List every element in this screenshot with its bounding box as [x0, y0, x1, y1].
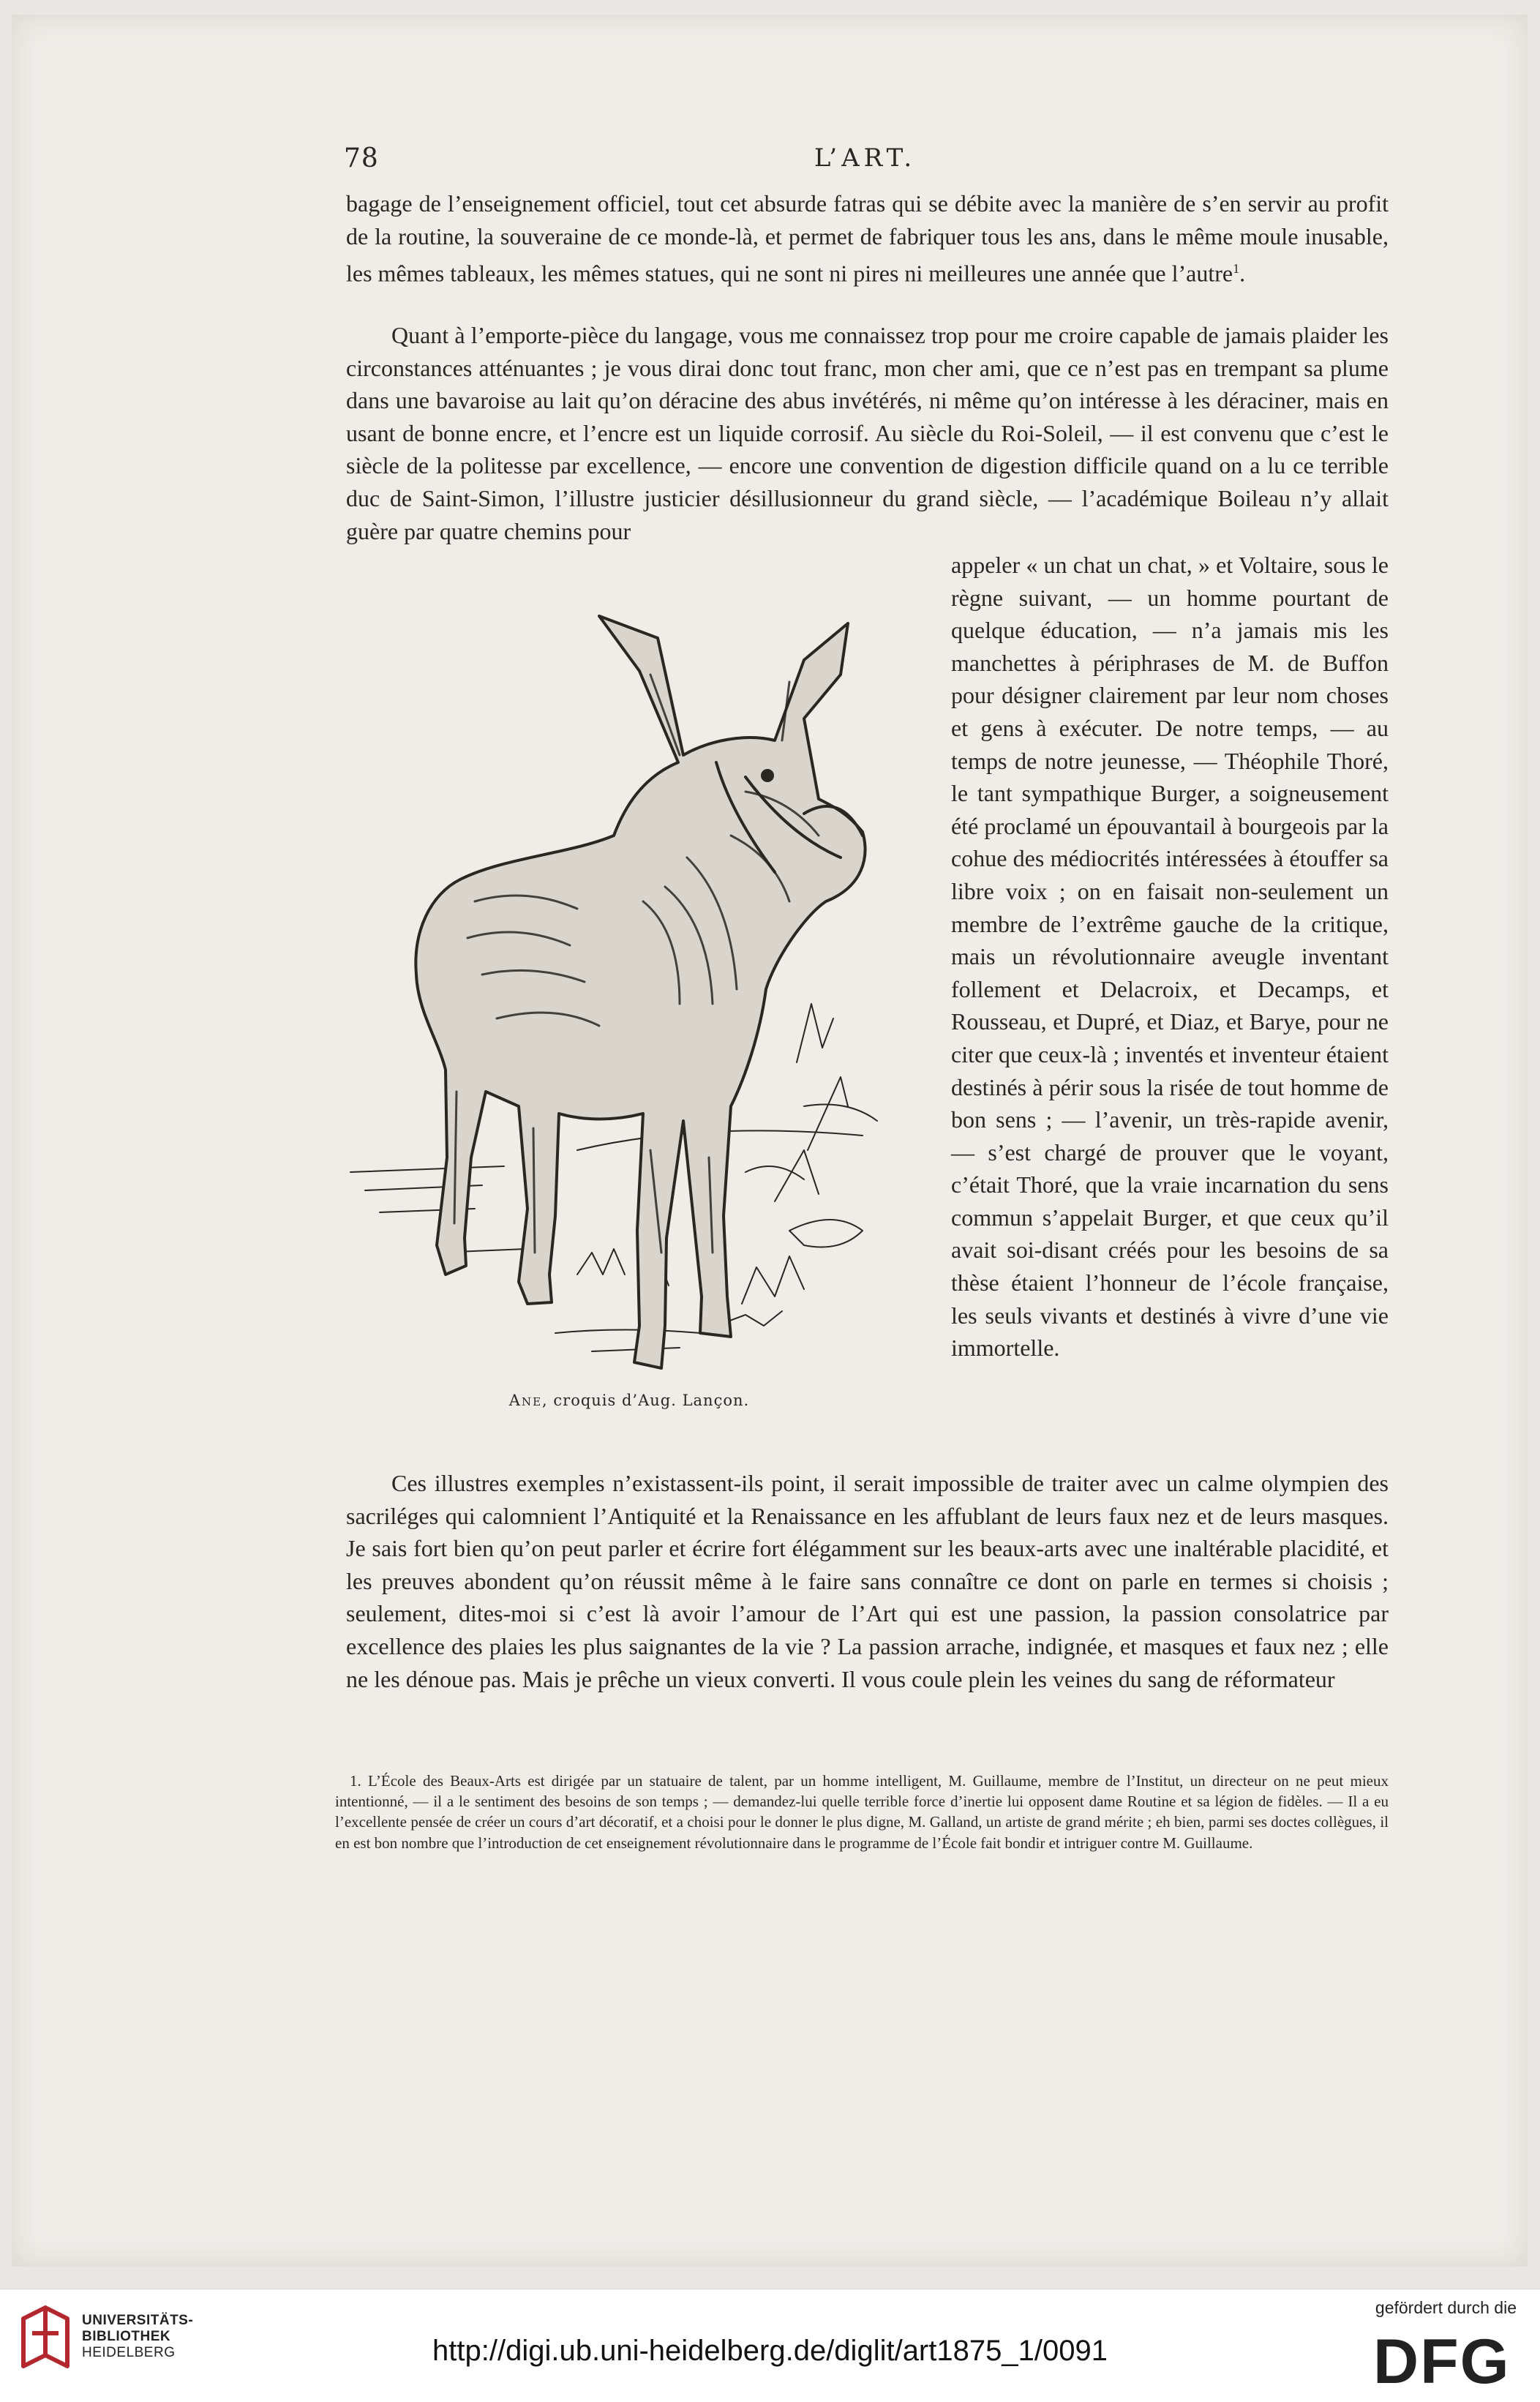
footnote: 1. L’École des Beaux-Arts est dirigée par un statuaire de talent, par un homme intelligent, M. Guillaume, membre de l’Institut, un directeur on ne peut mieux intentionné, — il a le sentiment des besoins de son temps ; — demandez-lui quelle terrible force d’inertie lui opposent dame Routine et sa légion de fidèles. — Il a eu l’excellente pensée de créer un cours d’art décoratif, et a choisi pour le donner le plus digne, M. Galland, un artiste de grand mérite ; eh bien, parmi ses doctes collègues, il en est bon nombre que l’introduction de cet enseignement révolutionnaire dans le programme de l’École fait bondir et intriguer contre M. Guillaume. [335, 1772, 1389, 1852]
viewer-footer [0, 2289, 1540, 2402]
library-name-line-3: HEIDELBERG [82, 2345, 176, 2360]
wrapped-text-column: appeler « un chat un chat, » et Voltaire, sous le règne suivant, — un homme pourtant de quelque éducation, — n’a jamais mis les manchettes à périphrases de M. de Buffon pour désigner clairement par leur nom choses et gens à exécuter. De notre temps, — au temps de notre jeunesse, — Théophile Thoré, le tant sympathique Burger, a soigneusement été proclamé un épouvantail à bourgeois par la cohue des médiocrités intéressées à étouffer sa libre voix ; on en faisait non-seulement un membre de l’extrême gauche de la critique, mais un révolutionnaire aveugle inventant follement et Delacroix, et Decamps, et Rousseau, et Dupré, et Diaz, et Barye, pour ne citer que ceux-là ; inventés et inventeur étaient destinés à périr sous la risée de tout homme de bon sens ; — l’avenir, un très-rapide avenir, — s’est chargé de prouver que le voyant, c’était Thoré, que la vraie incarnation du sens commun s’appelait Burger, et que ceux qu’il avait soi-disant créés pour les besoins de sa thèse étaient l’honneur de l’école française, les seuls vivants et destinés à vivre d’une vie immortelle. [951, 552, 1389, 1362]
ground-lines [350, 1130, 863, 1351]
caption-credit: , croquis d’Aug. Lançon. [542, 1392, 750, 1409]
dfg-logo [1372, 2327, 1517, 2390]
caption-title: Ane [508, 1392, 543, 1409]
dfg-logo-text: DFG [1373, 2327, 1511, 2390]
permalink-url[interactable]: http://digi.ub.uni-heidelberg.de/diglit/art1875_1/0091 [432, 2335, 1108, 2367]
footnote-reference: 1 [1233, 261, 1240, 277]
donkey-illustration [336, 594, 921, 1384]
donkey-eye [761, 769, 774, 782]
page-header [337, 143, 1394, 187]
running-title: L’ART. [814, 143, 917, 173]
paragraph-1-text: bagage de l’enseignement officiel, tout cet absurde fatras qui se débite avec la manière de s’en servir au profit de la routine, la souveraine de ce monde-là, et permet de fabriquer tous les ans, dans le même moule inusable, les mêmes tableaux, les mêmes statues, qui ne sont ni pires ni meilleures une année que l’autre [346, 190, 1389, 287]
paragraph-3: Ces illustres exemples n’existassent-ils point, il serait impossible de traiter avec un calme olympien des sacriléges qui calomnient l’Antiquité et la Renaissance en les affublant de leurs faux nez et de leurs masques. Je sais fort bien qu’on peut parler et écrire fort élégamment sur les beaux-arts avec une inaltérable placidité, et les preuves abondent qu’on réussit même à le faire sans connaître ce dont on parle en termes si choisis ; seulement, dites-moi si c’est là avoir l’amour de l’Art qui est une passion, la passion consolatrice par excellence des plaies les plus saignantes de la vie ? La passion arrache, indignée, et masques et faux nez ; elle ne les dénoue pas. Mais je prêche un vieux converti. Il vous coule plein les veines du sang de réformateur [346, 1470, 1389, 1692]
illustration-caption [337, 1392, 922, 1409]
page-number: 78 [344, 143, 379, 173]
library-name-line-2: BIBLIOTHEK [82, 2329, 171, 2344]
funded-by-label: gefördert durch die [1375, 2298, 1517, 2317]
paragraph-1-end: . [1239, 260, 1246, 287]
donkey-outline [416, 616, 865, 1368]
library-name-line-1: UNIVERSITÄTS- [82, 2313, 194, 2328]
paragraph-1 [346, 187, 1389, 290]
paragraph-2: Quant à l’emporte-pièce du langage, vous me connaissez trop pour me croire capable de jamais plaider les circonstances atténuantes ; je vous dirai donc tout franc, mon cher ami, que ce n’est pas en trempant sa plume dans une bavaroise au lait qu’on déracine des abus invétérés, ni même qu’on intéresse à les déraciner, mais en usant de bonne encre, et l’encre est un liquide corrosif. Au siècle du Roi-Soleil, — il est convenu que c’est le siècle de la politesse par excellence, — encore une convention de digestion difficile quand on a lu ce terrible duc de Saint-Simon, l’illustre justicier désillusionneur du grand siècle, — l’académique Boileau n’y allait guère par quatre chemins pour [346, 322, 1389, 544]
